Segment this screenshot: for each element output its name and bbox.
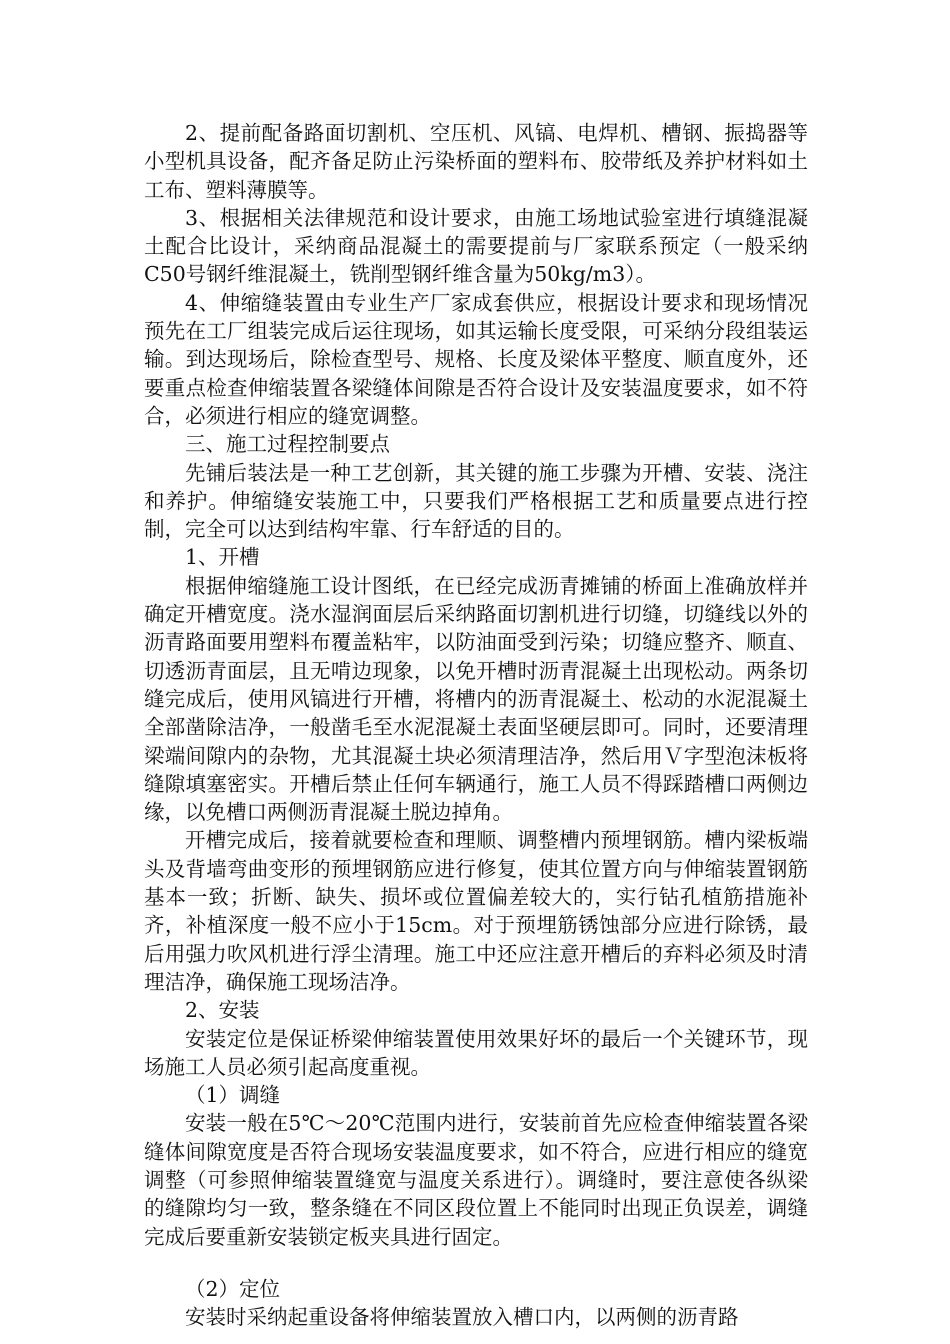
paragraph-gap-adjustment: 安装一般在5℃～20℃范围内进行，安装前首先应检查伸缩装置各梁缝体间隙宽度是否符合现场安装温度要求，如不符合，应进行相应的缝宽调整（可参照伸缩装置缝宽与温度关系进行）。调缝时，要注意使各纵梁的缝隙均匀一致，整条缝在不同区段位置上不能同时出现正负误差，调缝完成后要重新安装锁定板夹具进行固定。 [144,1111,808,1249]
paragraph-installation-intro: 安装定位是保证桥梁伸缩装置使用效果好坏的最后一个关键环节，现场施工人员必须引起高度重视。 [144,1026,808,1079]
paragraph-equipment: 2、提前配备路面切割机、空压机、风镐、电焊机、槽钢、振捣器等小型机具设备，配齐备足防止污染桥面的塑料布、胶带纸及养护材料如土工布、塑料薄膜等。 [144,121,808,202]
subheading-installation: 2、安装 [185,998,260,1023]
document-body [144,119,808,1331]
subheading-positioning: （2）定位 [185,1276,281,1301]
paragraph-grooving: 根据伸缩缝施工设计图纸，在已经完成沥青摊铺的桥面上准确放样并确定开槽宽度。浇水湿润面层后采纳路面切割机进行切缝，切缝线以外的沥青路面要用塑料布覆盖粘牢，以防油面受到污染；切缝应整齐、顺直、切透沥青面层，且无啃边现象，以免开槽时沥青混凝土出现松动。两条切缝完成后，使用风镐进行开槽，将槽内的沥青混凝土、松动的水泥混凝土全部凿除洁净，一般凿毛至水泥混凝土表面坚硬层即可。同时，还要清理梁端间隙内的杂物，尤其混凝土块必须清理洁净，然后用Ｖ字型泡沫板将缝隙填塞密实。开槽后禁止任何车辆通行，施工人员不得踩踏槽口两侧边缘，以免槽口两侧沥青混凝土脱边掉角。 [144,573,808,825]
paragraph-positioning: 安装时采纳起重设备将伸缩装置放入槽口内，以两侧的沥青路 [185,1305,739,1330]
subheading-gap-adjustment: （1）调缝 [185,1083,281,1108]
paragraph-process-intro: 先铺后装法是一种工艺创新，其关键的施工步骤为开槽、安装、浇注和养护。伸缩缝安装施工中，只要我们严格根据工艺和质量要点进行控制，完全可以达到结构牢靠、行车舒适的目的。 [144,460,808,542]
paragraph-expansion-device: 4、伸缩缝装置由专业生产厂家成套供应，根据设计要求和现场情况预先在工厂组装完成后运往现场，如其运输长度受限，可采纳分段组装运输。到达现场后，除检查型号、规格、长度及梁体平整度、顺直度外，还要重点检查伸缩装置各梁缝体间隙是否符合设计及安装温度要求，如不符合，必须进行相应的缝宽调整。 [144,290,808,428]
paragraph-concrete-mix: 3、根据相关法律规范和设计要求，由施工场地试验室进行填缝混凝土配合比设计，采纳商品混凝土的需要提前与厂家联系预定（一般采纳C50号钢纤维混凝土，铣削型钢纤维含量为50kg/m3）。 [144,205,808,287]
subheading-grooving: 1、开槽 [185,545,260,570]
section-heading-process-control: 三、施工过程控制要点 [185,432,390,457]
paragraph-rebar-check: 开槽完成后，接着就要检查和理顺、调整槽内预埋钢筋。槽内梁板端头及背墙弯曲变形的预埋钢筋应进行修复，使其位置方向与伸缩装置钢筋基本一致；折断、缺失、损坏或位置偏差较大的，实行钻孔植筋措施补齐，补植深度一般不应小于15cm。对于预埋筋锈蚀部分应进行除锈，最后用强力吹风机进行浮尘清理。施工中还应注意开槽后的弃料必须及时清理洁净，确保施工现场洁净。 [144,828,808,994]
